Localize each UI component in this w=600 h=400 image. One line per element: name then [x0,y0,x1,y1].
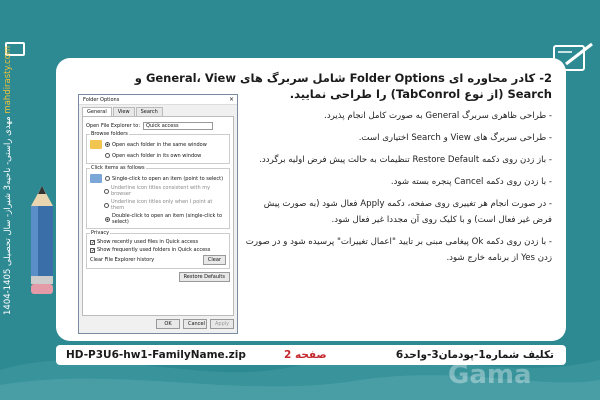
ok-button[interactable]: OK [156,319,180,329]
radio-single-click[interactable] [105,176,110,181]
click-opt2-label: Double-click to open an item (single-click to select) [112,213,223,225]
radio-underline-point[interactable] [104,203,109,208]
click-sub-option-2[interactable] [104,199,226,211]
footer-filename: HD-P3U6-hw1-FamilyName.zip [66,349,246,361]
browse-opt1-label: Open each folder in the same window [112,141,207,148]
privacy-chk1-label: Show recently used files in Quick access [97,239,199,245]
list-item: - در صورت انجام هر تغییری روی صفحه، دکمه Apply فعال شود (به صورت پیش فرض غیر فعال است) و با کلیک روی آن مجددا غیر فعال شود. [263,199,552,225]
browse-option-own[interactable] [90,151,226,160]
click-option-single[interactable] [90,174,226,183]
list-item: - طراحی سربرگ های View و Search اختیاری است. [358,133,552,143]
footer-page-number: صفحه 2 [284,349,327,361]
browse-group-label: Browse folders [91,131,128,137]
click-sub2-label: Underline icon titles only when I point at them [111,199,213,211]
checkbox-frequent-folders[interactable] [90,248,95,253]
privacy-chk2-label: Show frequently used folders in Quick access [97,247,211,253]
pencil-icon [25,186,59,296]
clear-button[interactable]: Clear [203,255,226,265]
tab-search[interactable]: Search [136,107,163,116]
tab-view[interactable]: View [113,107,135,116]
click-option-double[interactable] [90,213,226,225]
folder-icon [90,140,102,149]
footer-task-label: تکلیف شماره1-پودمان3-واحد6 [395,349,554,361]
radio-own-window[interactable] [105,153,110,158]
page-title: 2- کادر محاوره ای Folder Options شامل سربرگ های General، View و Search (از نوع TabConrol) را طراحی نمایید. [134,71,552,101]
restore-defaults-button[interactable]: Restore Defaults [179,272,230,282]
cursor-icon [90,174,102,183]
folder-options-dialog [78,94,238,334]
privacy-frequent-folders[interactable] [90,247,226,253]
list-item: - با زدن روی دکمه Cancel پنجره بسته شود. [390,177,552,187]
click-items-group [86,165,230,229]
dialog-title: Folder Options [83,97,120,103]
requirements-list [244,108,552,272]
click-group-label: Click items as follows [91,165,145,171]
sidebar-credit [3,40,25,320]
list-item: - با زدن روی دکمه Ok پیغامی مبنی بر تایید "اعمال تغییرات" پرسیده شود و در صورت زدن Yes از برنامه خارج شود. [245,237,552,263]
click-sub1-label: Underline icon titles consistent with my browser [111,185,211,197]
checkbox-recent-files[interactable] [90,240,95,245]
clear-history-label: Clear File Explorer history [90,257,155,263]
click-opt1-label: Single-click to open an item (point to select) [112,175,224,182]
radio-same-window[interactable] [105,142,110,147]
cancel-button[interactable]: Cancel [183,319,207,329]
radio-double-click[interactable] [105,217,110,222]
browse-option-same[interactable] [90,140,226,149]
open-explorer-select[interactable]: Quick access [143,122,213,130]
browse-opt2-label: Open each folder in its own window [112,152,202,159]
open-explorer-label: Open File Explorer to: [86,123,141,129]
watermark-logo: Gama [448,360,532,390]
dialog-footer [156,319,234,329]
open-explorer-row [86,122,230,130]
clear-history-row [90,255,226,265]
privacy-recent-files[interactable] [90,239,226,245]
website-label: mahdirasty.com [3,45,13,114]
privacy-group [86,230,230,269]
apply-button[interactable]: Apply [210,319,234,329]
general-tab-panel [82,116,234,316]
list-item: - طراحی ظاهری سربرگ General به صورت کامل انجام پذیرد. [324,111,552,121]
dialog-tabs [79,105,237,116]
credit-line: مهدی راستی- ناحیه3 شیراز- سال تحصیلی 1405-1404 [3,115,13,315]
browse-folders-group [86,131,230,164]
click-sub-option-1[interactable] [104,185,226,197]
list-item: - باز زدن روی دکمه Restore Default تنظیمات به حالت پیش فرض اولیه برگردد. [259,155,552,165]
restore-row [86,272,230,282]
radio-underline-browser[interactable] [104,189,109,194]
privacy-group-label: Privacy [91,230,110,236]
close-icon[interactable]: × [228,96,234,103]
tab-general[interactable]: General [82,107,112,116]
dialog-titlebar [79,95,237,105]
content-panel [56,58,566,341]
